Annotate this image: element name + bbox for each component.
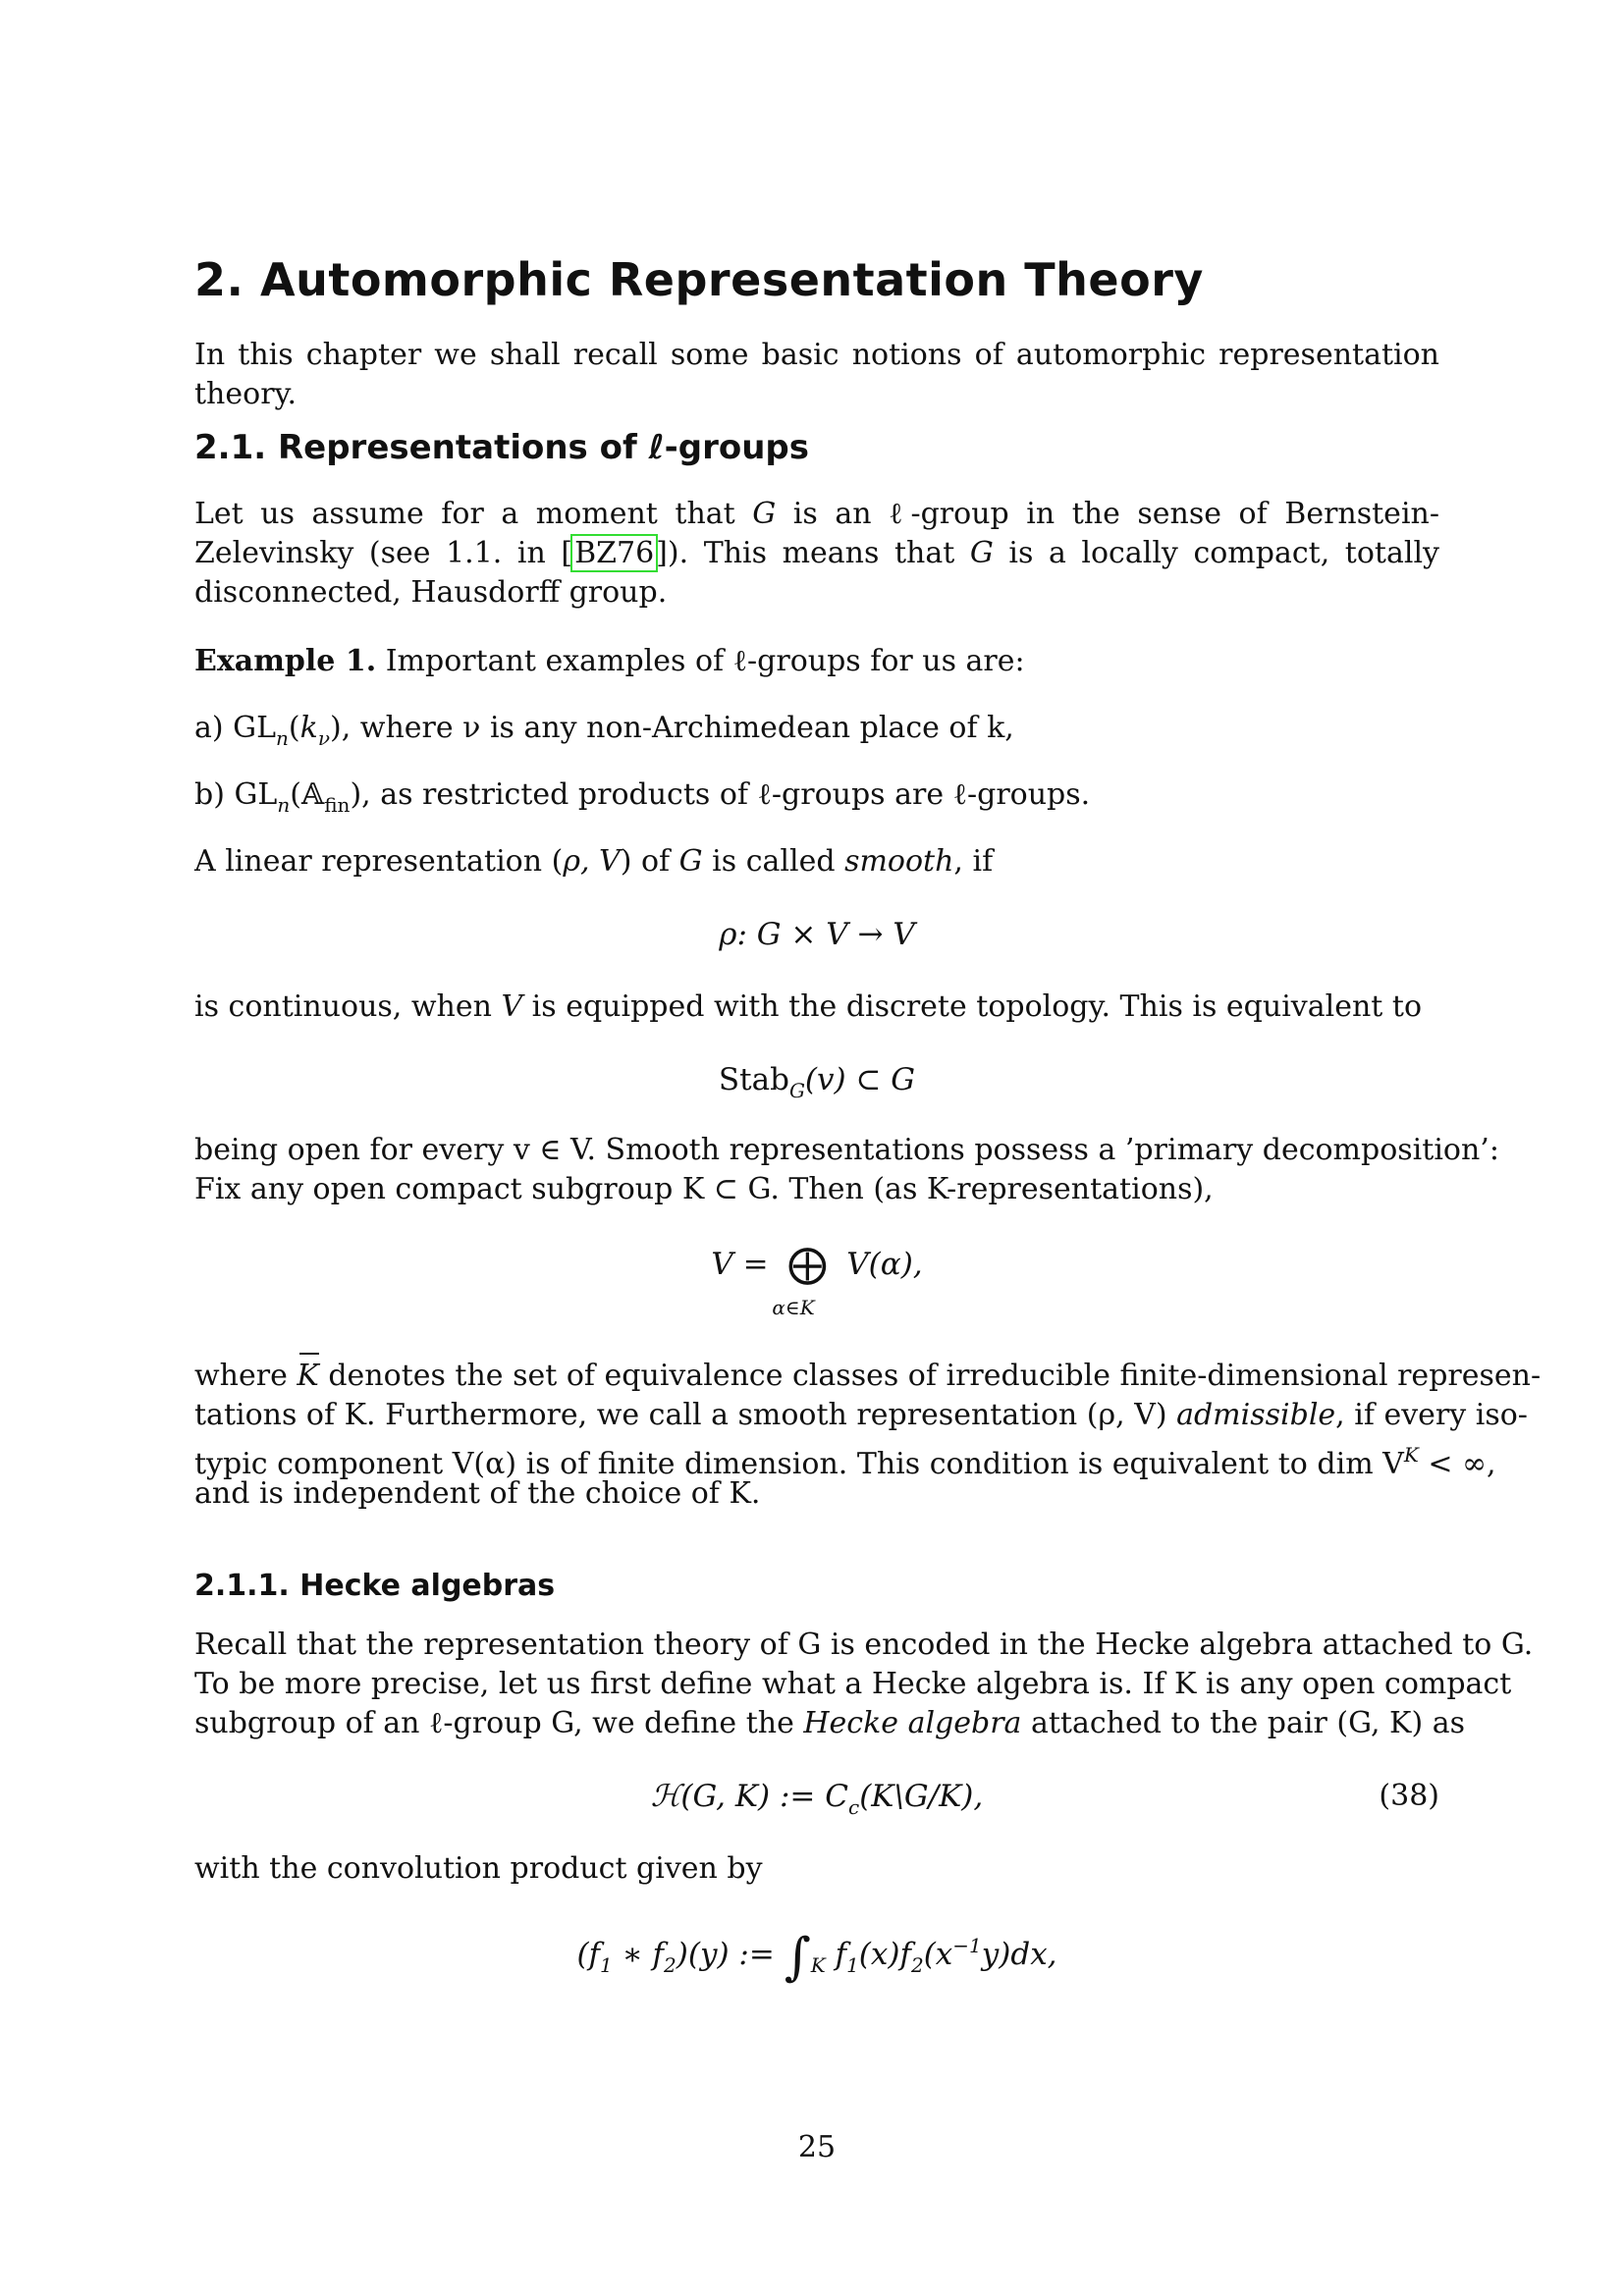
direct-sum-index: α∈K — [772, 1296, 815, 1319]
hecke-line-3: subgroup of an ℓ-group G, we define the Hecke algebra attached to the pair (G, K) as — [194, 1706, 1465, 1740]
hecke-line-1: Recall that the representation theory of G is encoded in the Hecke algebra attached to G. — [194, 1628, 1534, 1662]
example-1: Example 1. Important examples of ℓ-groups for us are: — [194, 644, 1025, 678]
continuity-line: is continuous, when V is equipped with the discrete topology. This is equivalent to — [194, 989, 1423, 1024]
citation-link[interactable]: BZ76 — [574, 536, 655, 570]
equation-primary-decomposition: V = ⨁ α∈K V(α), — [194, 1245, 1439, 1287]
smooth-definition: A linear representation (ρ, V) of G is called smooth, if — [194, 844, 994, 879]
direct-sum-symbol: ⨁ — [787, 1242, 828, 1287]
equation-rho-map: ρ: G × V → V — [719, 917, 915, 952]
subsection-title: 2.1.1. Hecke algebras — [194, 1569, 556, 1603]
integral-symbol: ∫ — [784, 1928, 811, 1987]
page-number: 25 — [797, 2130, 837, 2164]
open-line-2: Fix any open compact subgroup K ⊂ G. Then (as K-representations), — [194, 1172, 1214, 1206]
equation-hecke-algebra: ℋ(G, K) := $C_c(K\backslash G/K)$, — [650, 1779, 984, 1819]
paper-page — [194, 0, 1542, 2296]
equation-number: (38) — [1379, 1779, 1439, 1813]
where-line-2: tations of K. Furthermore, we call a smooth representation (ρ, V) admissible, if every iso- — [194, 1398, 1528, 1432]
convolution-line: with the convolution product given by — [194, 1851, 763, 1886]
where-line-1: where K denotes the set of equivalence classes of irreducible finite-dimensional represen- — [194, 1357, 1541, 1396]
example-item-b: b) $GL_n(𝔸_{fin})$, as restricted products of ℓ-groups are ℓ-groups. — [194, 777, 1091, 817]
where-line-4: and is independent of the choice of K. — [194, 1476, 761, 1511]
hecke-line-2: To be more precise, let us first define what a Hecke algebra is. If K is any open compact — [194, 1667, 1512, 1701]
equation-stabilizer: Stab$_G$(v) ⊂ G — [718, 1062, 916, 1102]
section-paragraph-1: Let us assume for a moment that G is an ℓ-group in the sense of Bernstein-Zelevinsky (see 1.1. in [BZ76]). This means that G is a locally compact, totally disconnected, Hausdorff group. — [194, 497, 1439, 610]
section-title: 2.1. Representations of ℓ-groups — [194, 428, 810, 467]
example-item-a: a) $GL_n(k_\nu)$, where ν is any non-Archimedean place of k, — [194, 711, 1014, 750]
chapter-intro: In this chapter we shall recall some basic notions of automorphic representation theory. — [194, 338, 1439, 411]
equation-convolution: ($f_1$ ∗ $f_2)(y)$ := $\int_K$ $f_1(x)f_2(x^{-1}y)dx$, — [576, 1928, 1057, 1987]
open-line-1: being open for every v ∈ V. Smooth representations possess a ’primary decomposition’: — [194, 1133, 1499, 1167]
where-line-3: typic component V(α) is of finite dimension. This condition is equivalent to dim $V^K$ < ∞, — [194, 1443, 1496, 1481]
chapter-title: 2. Automorphic Representation Theory — [194, 253, 1204, 306]
